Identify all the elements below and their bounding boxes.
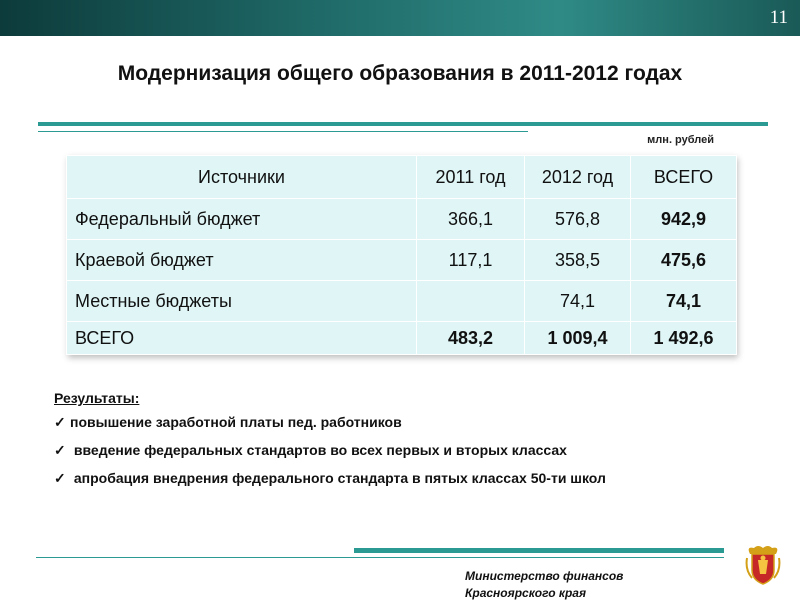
list-item: [54, 470, 606, 498]
source-cell: ВСЕГО: [67, 322, 417, 355]
header-cell: 2011 год: [417, 156, 525, 199]
checkmark-icon: ✓: [54, 414, 66, 430]
list-item: [54, 442, 606, 470]
funding-table: [66, 155, 736, 355]
source-cell: Федеральный бюджет: [67, 199, 417, 240]
total-cell: 942,9: [631, 199, 737, 240]
table-header-row: [67, 156, 737, 199]
value-cell: [417, 281, 525, 322]
ministry-line: Министерство финансов: [465, 569, 624, 583]
header-cell: 2012 год: [525, 156, 631, 199]
value-cell: 366,1: [417, 199, 525, 240]
coat-of-arms-icon: [744, 544, 782, 586]
value-cell: 117,1: [417, 240, 525, 281]
ministry-line: Красноярского края: [465, 586, 587, 600]
title-divider-thick: [38, 122, 768, 126]
value-cell: 576,8: [525, 199, 631, 240]
source-cell: Краевой бюджет: [67, 240, 417, 281]
table-row: [67, 281, 737, 322]
value-cell: 358,5: [525, 240, 631, 281]
total-cell: 1 492,6: [631, 322, 737, 355]
table-row: [67, 240, 737, 281]
value-cell: 483,2: [417, 322, 525, 355]
result-text: введение федеральных стандартов во всех первых и вторых классах: [70, 442, 567, 458]
list-item: [54, 414, 606, 442]
source-cell: Местные бюджеты: [67, 281, 417, 322]
table-row: [67, 199, 737, 240]
table-total-row: [67, 322, 737, 355]
page-title: Модернизация общего образования в 2011-2012 годах: [117, 62, 683, 85]
result-text: повышение заработной платы пед. работников: [70, 414, 402, 430]
top-bar: [0, 0, 800, 36]
checkmark-icon: ✓: [54, 470, 66, 486]
footer-divider-thick: [354, 548, 724, 553]
header-cell: ВСЕГО: [631, 156, 737, 199]
value-cell: 1 009,4: [525, 322, 631, 355]
total-cell: 475,6: [631, 240, 737, 281]
checkmark-icon: ✓: [54, 442, 66, 458]
total-cell: 74,1: [631, 281, 737, 322]
results-title: Результаты:: [54, 390, 140, 406]
result-text: апробация внедрения федерального стандарта в пятых классах 50-ти школ: [70, 470, 606, 486]
results-section: [54, 390, 606, 498]
footer-divider-thin: [36, 557, 724, 558]
title-divider-thin: [38, 131, 528, 132]
ministry-name: [465, 568, 623, 602]
value-cell: 74,1: [525, 281, 631, 322]
page-number: 11: [769, 7, 788, 28]
unit-label: млн. рублей: [647, 134, 714, 146]
header-cell: Источники: [67, 156, 417, 199]
